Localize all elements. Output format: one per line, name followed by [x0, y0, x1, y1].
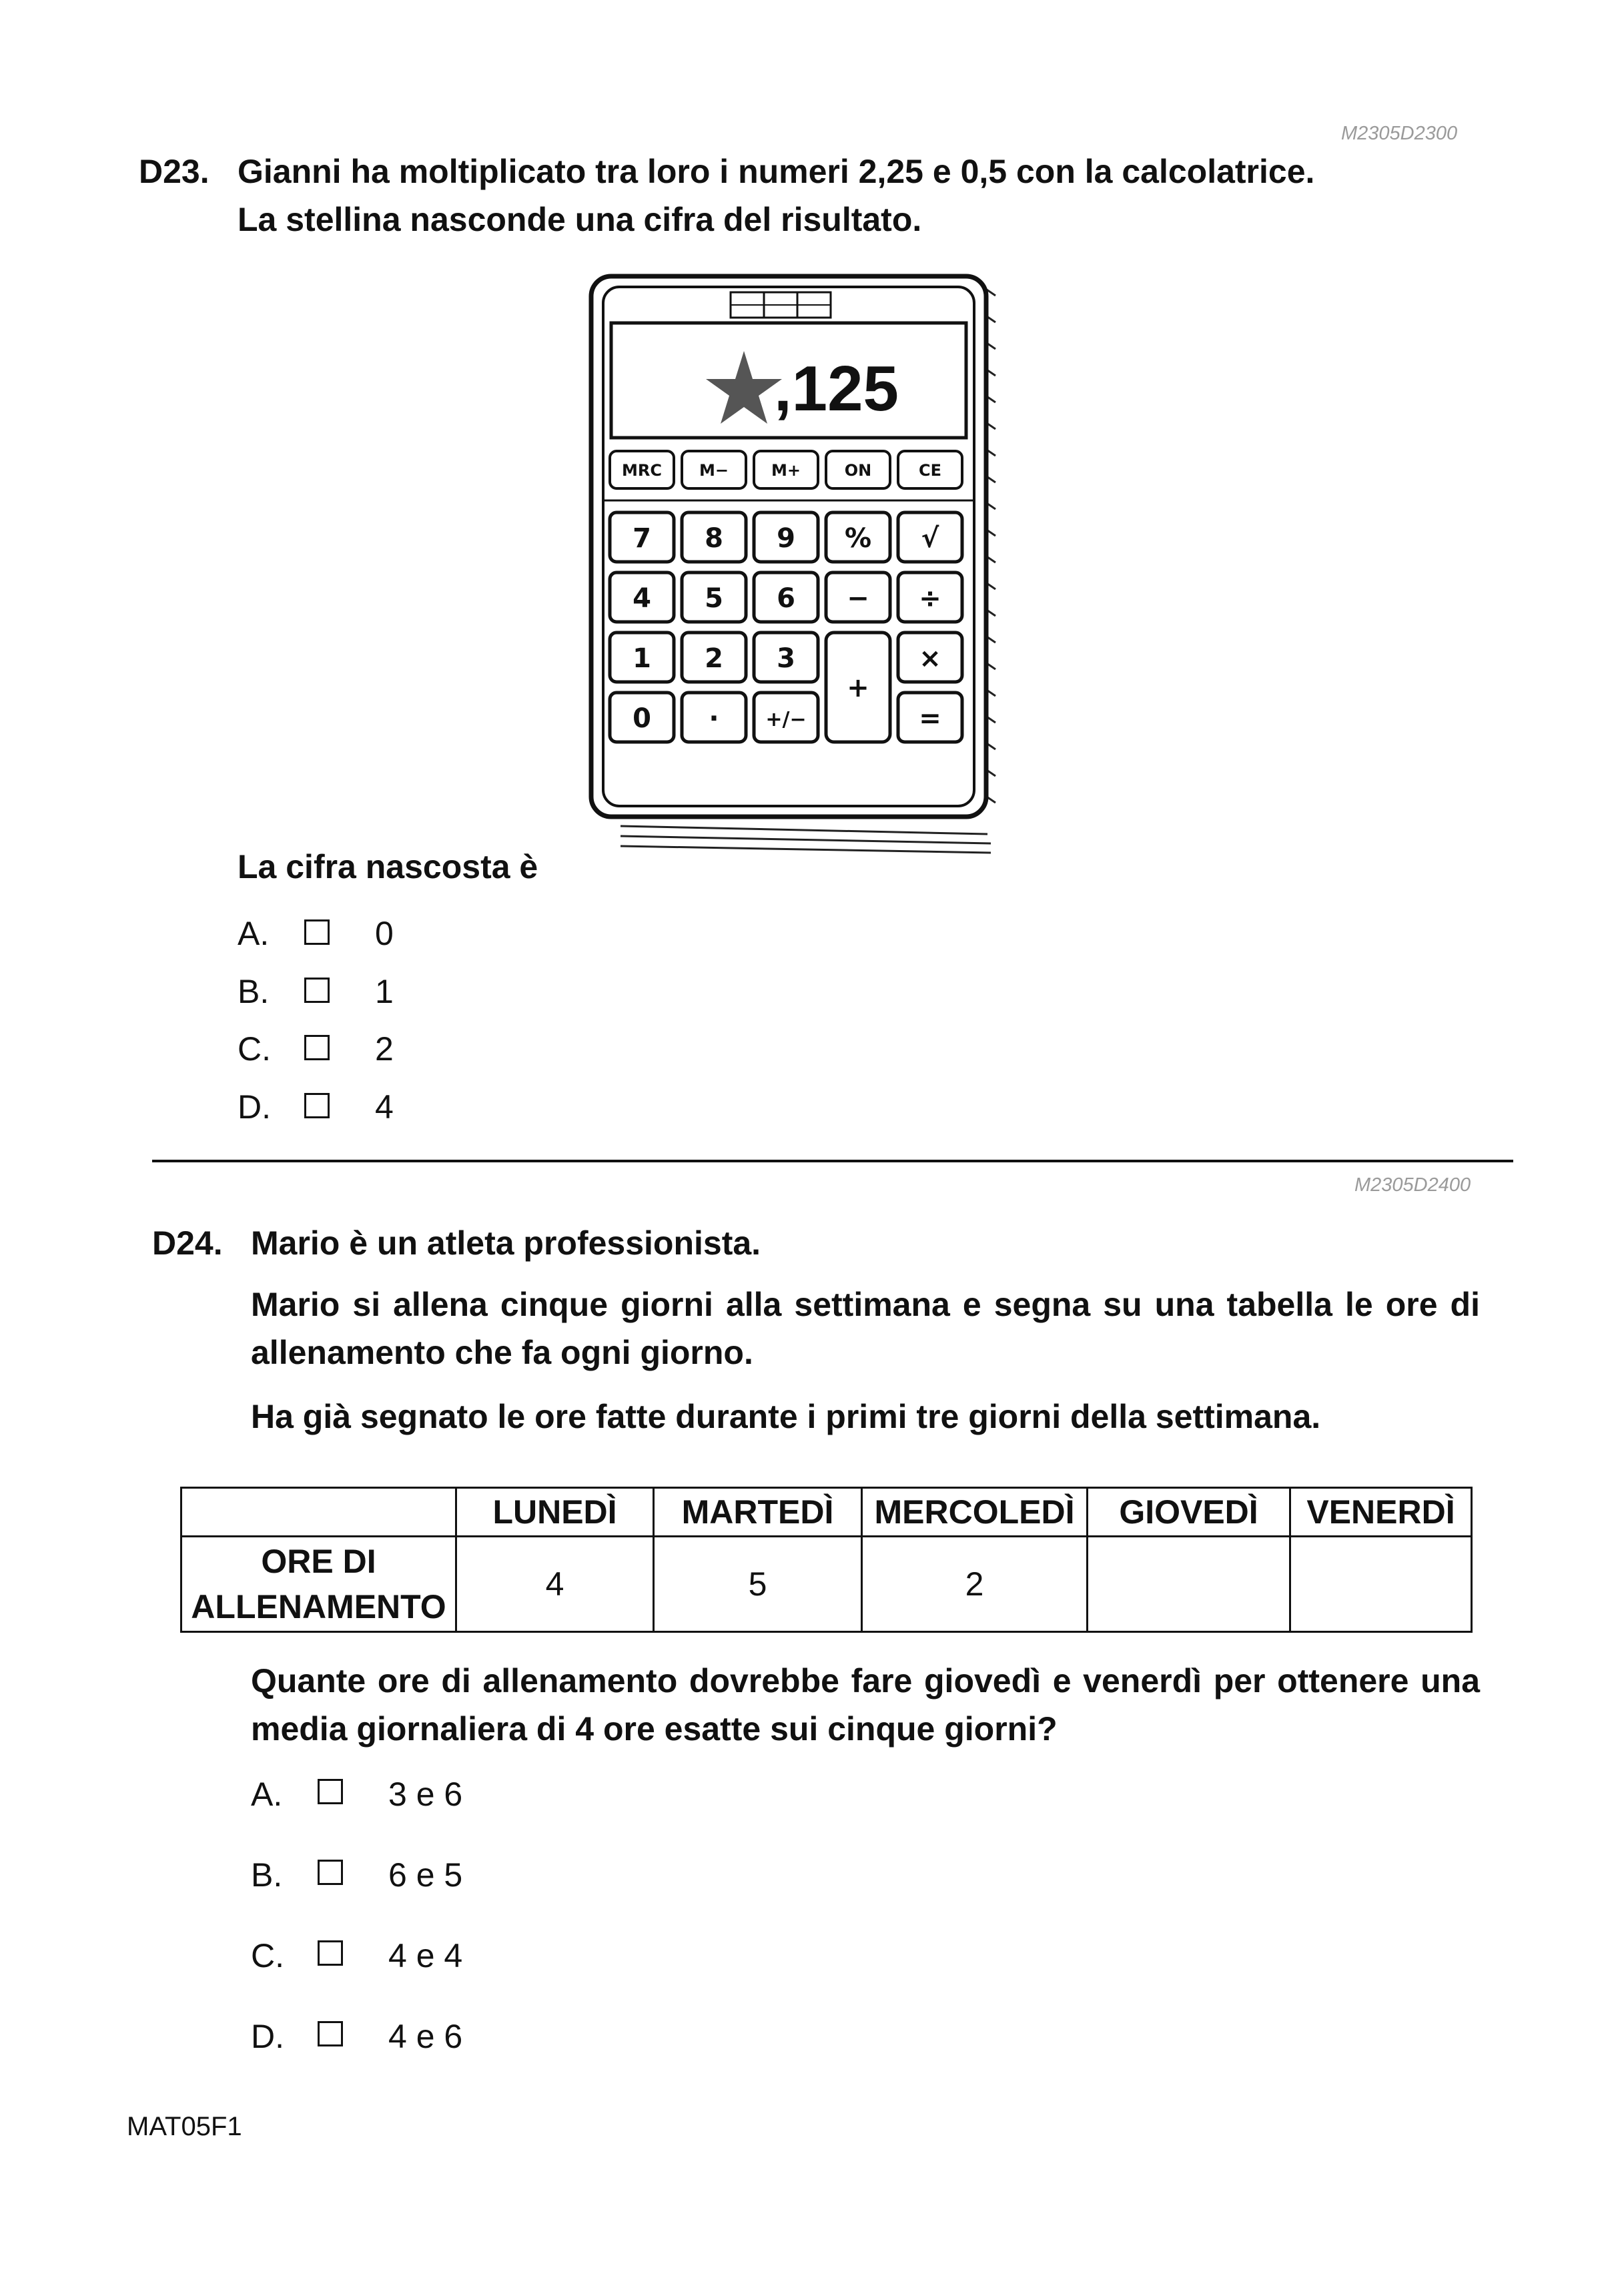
key-m-plus	[754, 451, 818, 488]
key-plus	[826, 633, 890, 742]
svg-text:+/−: +/−	[765, 708, 807, 731]
svg-text:M+: M+	[771, 461, 801, 480]
table-cell	[1290, 1537, 1472, 1632]
key-7	[610, 512, 674, 562]
option-text: 6 e 5	[388, 1856, 463, 1894]
display-value: ,125	[774, 353, 899, 424]
option-letter: A.	[238, 915, 270, 952]
key-percent	[826, 512, 890, 562]
question-number-d23: D23.	[139, 153, 210, 190]
calculator-illustration	[580, 266, 1021, 859]
svg-text:3: 3	[777, 643, 795, 674]
key-sqrt	[898, 512, 962, 562]
option-text: 1	[375, 973, 394, 1010]
checkbox[interactable]	[304, 1035, 330, 1060]
option-letter: C.	[251, 1937, 284, 1974]
question-text-d24-line1: Quante ore di allenamento dovrebbe fare giovedì e venerdì per ottenere una	[251, 1662, 1480, 1699]
option-letter: D.	[238, 1088, 271, 1126]
table-header-row	[181, 1488, 1472, 1537]
svg-text:·: ·	[709, 703, 719, 734]
svg-text:0: 0	[633, 703, 651, 734]
question-intro-d24: Mario è un atleta professionista.	[251, 1224, 761, 1262]
svg-text:7: 7	[633, 523, 651, 554]
table-header-cell	[181, 1488, 456, 1537]
table-cell: 5	[654, 1537, 862, 1632]
checkbox[interactable]	[304, 978, 330, 1003]
svg-text:5: 5	[705, 583, 723, 614]
option-text: 4 e 4	[388, 1937, 463, 1974]
svg-text:=: =	[919, 703, 941, 734]
option-text: 4	[375, 1088, 394, 1126]
row-label-line2: ALLENAMENTO	[191, 1588, 446, 1625]
svg-text:√: √	[921, 523, 939, 554]
svg-text:+: +	[847, 673, 869, 703]
key-1	[610, 633, 674, 682]
option-text: 0	[375, 915, 394, 952]
option-letter: D.	[251, 2018, 284, 2055]
key-ce	[898, 451, 962, 488]
svg-text:÷: ÷	[919, 583, 941, 614]
svg-text:4: 4	[633, 583, 651, 614]
svg-text:M−: M−	[699, 461, 729, 480]
key-5	[682, 573, 746, 622]
checkbox[interactable]	[318, 1779, 343, 1804]
table-header-cell: LUNEDÌ	[456, 1488, 654, 1537]
svg-text:%: %	[844, 523, 872, 554]
svg-text:1: 1	[633, 643, 651, 674]
svg-text:−: −	[847, 583, 869, 614]
key-divide	[898, 573, 962, 622]
key-9	[754, 512, 818, 562]
question-text-d23-line2: La stellina nasconde una cifra del risultato.	[238, 201, 922, 238]
table-cell	[1088, 1537, 1290, 1632]
option-letter: B.	[238, 973, 270, 1010]
key-minus	[826, 573, 890, 622]
key-8	[682, 512, 746, 562]
svg-text:ON: ON	[844, 461, 872, 480]
option-letter: B.	[251, 1856, 283, 1894]
table-row	[181, 1537, 1472, 1632]
question-number-d24: D24.	[152, 1224, 223, 1262]
svg-text:9: 9	[777, 523, 795, 554]
checkbox[interactable]	[318, 2021, 343, 2046]
table-header-cell: VENERDÌ	[1290, 1488, 1472, 1537]
option-letter: A.	[251, 1776, 283, 1813]
checkbox[interactable]	[304, 919, 330, 945]
svg-text:6: 6	[777, 583, 795, 614]
prompt-d23: La cifra nascosta è	[238, 848, 538, 885]
key-3	[754, 633, 818, 682]
key-6	[754, 573, 818, 622]
table-header-cell: GIOVEDÌ	[1088, 1488, 1290, 1537]
svg-text:MRC: MRC	[622, 461, 662, 480]
row-label	[181, 1537, 456, 1632]
item-code-d24: M2305D2400	[1354, 1174, 1471, 1196]
key-mrc	[610, 451, 674, 488]
question-paragraph2-d24: Ha già segnato le ore fatte durante i primi tre giorni della settimana.	[251, 1398, 1321, 1435]
option-text: 2	[375, 1030, 394, 1068]
key-equals	[898, 693, 962, 742]
question-text-d24-line2: media giornaliera di 4 ore esatte sui cinque giorni?	[251, 1710, 1058, 1748]
key-m-minus	[682, 451, 746, 488]
section-divider	[152, 1160, 1513, 1162]
option-text: 4 e 6	[388, 2018, 463, 2055]
table-header-cell: MARTEDÌ	[654, 1488, 862, 1537]
svg-text:×: ×	[919, 643, 941, 674]
question-paragraph-d24-line2: allenamento che fa ogni giorno.	[251, 1334, 753, 1371]
item-code-d23: M2305D2300	[1341, 123, 1458, 144]
checkbox[interactable]	[304, 1093, 330, 1118]
table-header-cell: MERCOLEDÌ	[862, 1488, 1088, 1537]
svg-text:CE: CE	[918, 461, 942, 480]
training-hours-table	[180, 1487, 1473, 1633]
table-cell: 2	[862, 1537, 1088, 1632]
key-plus-minus	[754, 693, 818, 742]
key-on	[826, 451, 890, 488]
footer-code: MAT05F1	[127, 2112, 242, 2141]
svg-text:8: 8	[705, 523, 723, 554]
question-text-d23-line1: Gianni ha moltiplicato tra loro i numeri 2,25 e 0,5 con la calcolatrice.	[238, 153, 1315, 190]
checkbox[interactable]	[318, 1860, 343, 1885]
key-multiply	[898, 633, 962, 682]
option-text: 3 e 6	[388, 1776, 463, 1813]
key-2	[682, 633, 746, 682]
key-4	[610, 573, 674, 622]
key-0	[610, 693, 674, 742]
question-paragraph-d24-line1: Mario si allena cinque giorni alla settimana e segna su una tabella le ore di	[251, 1286, 1480, 1323]
checkbox[interactable]	[318, 1940, 343, 1966]
row-label-line1: ORE DI	[261, 1543, 376, 1580]
key-decimal	[682, 693, 746, 742]
option-letter: C.	[238, 1030, 271, 1068]
svg-text:2: 2	[705, 643, 723, 674]
table-cell: 4	[456, 1537, 654, 1632]
